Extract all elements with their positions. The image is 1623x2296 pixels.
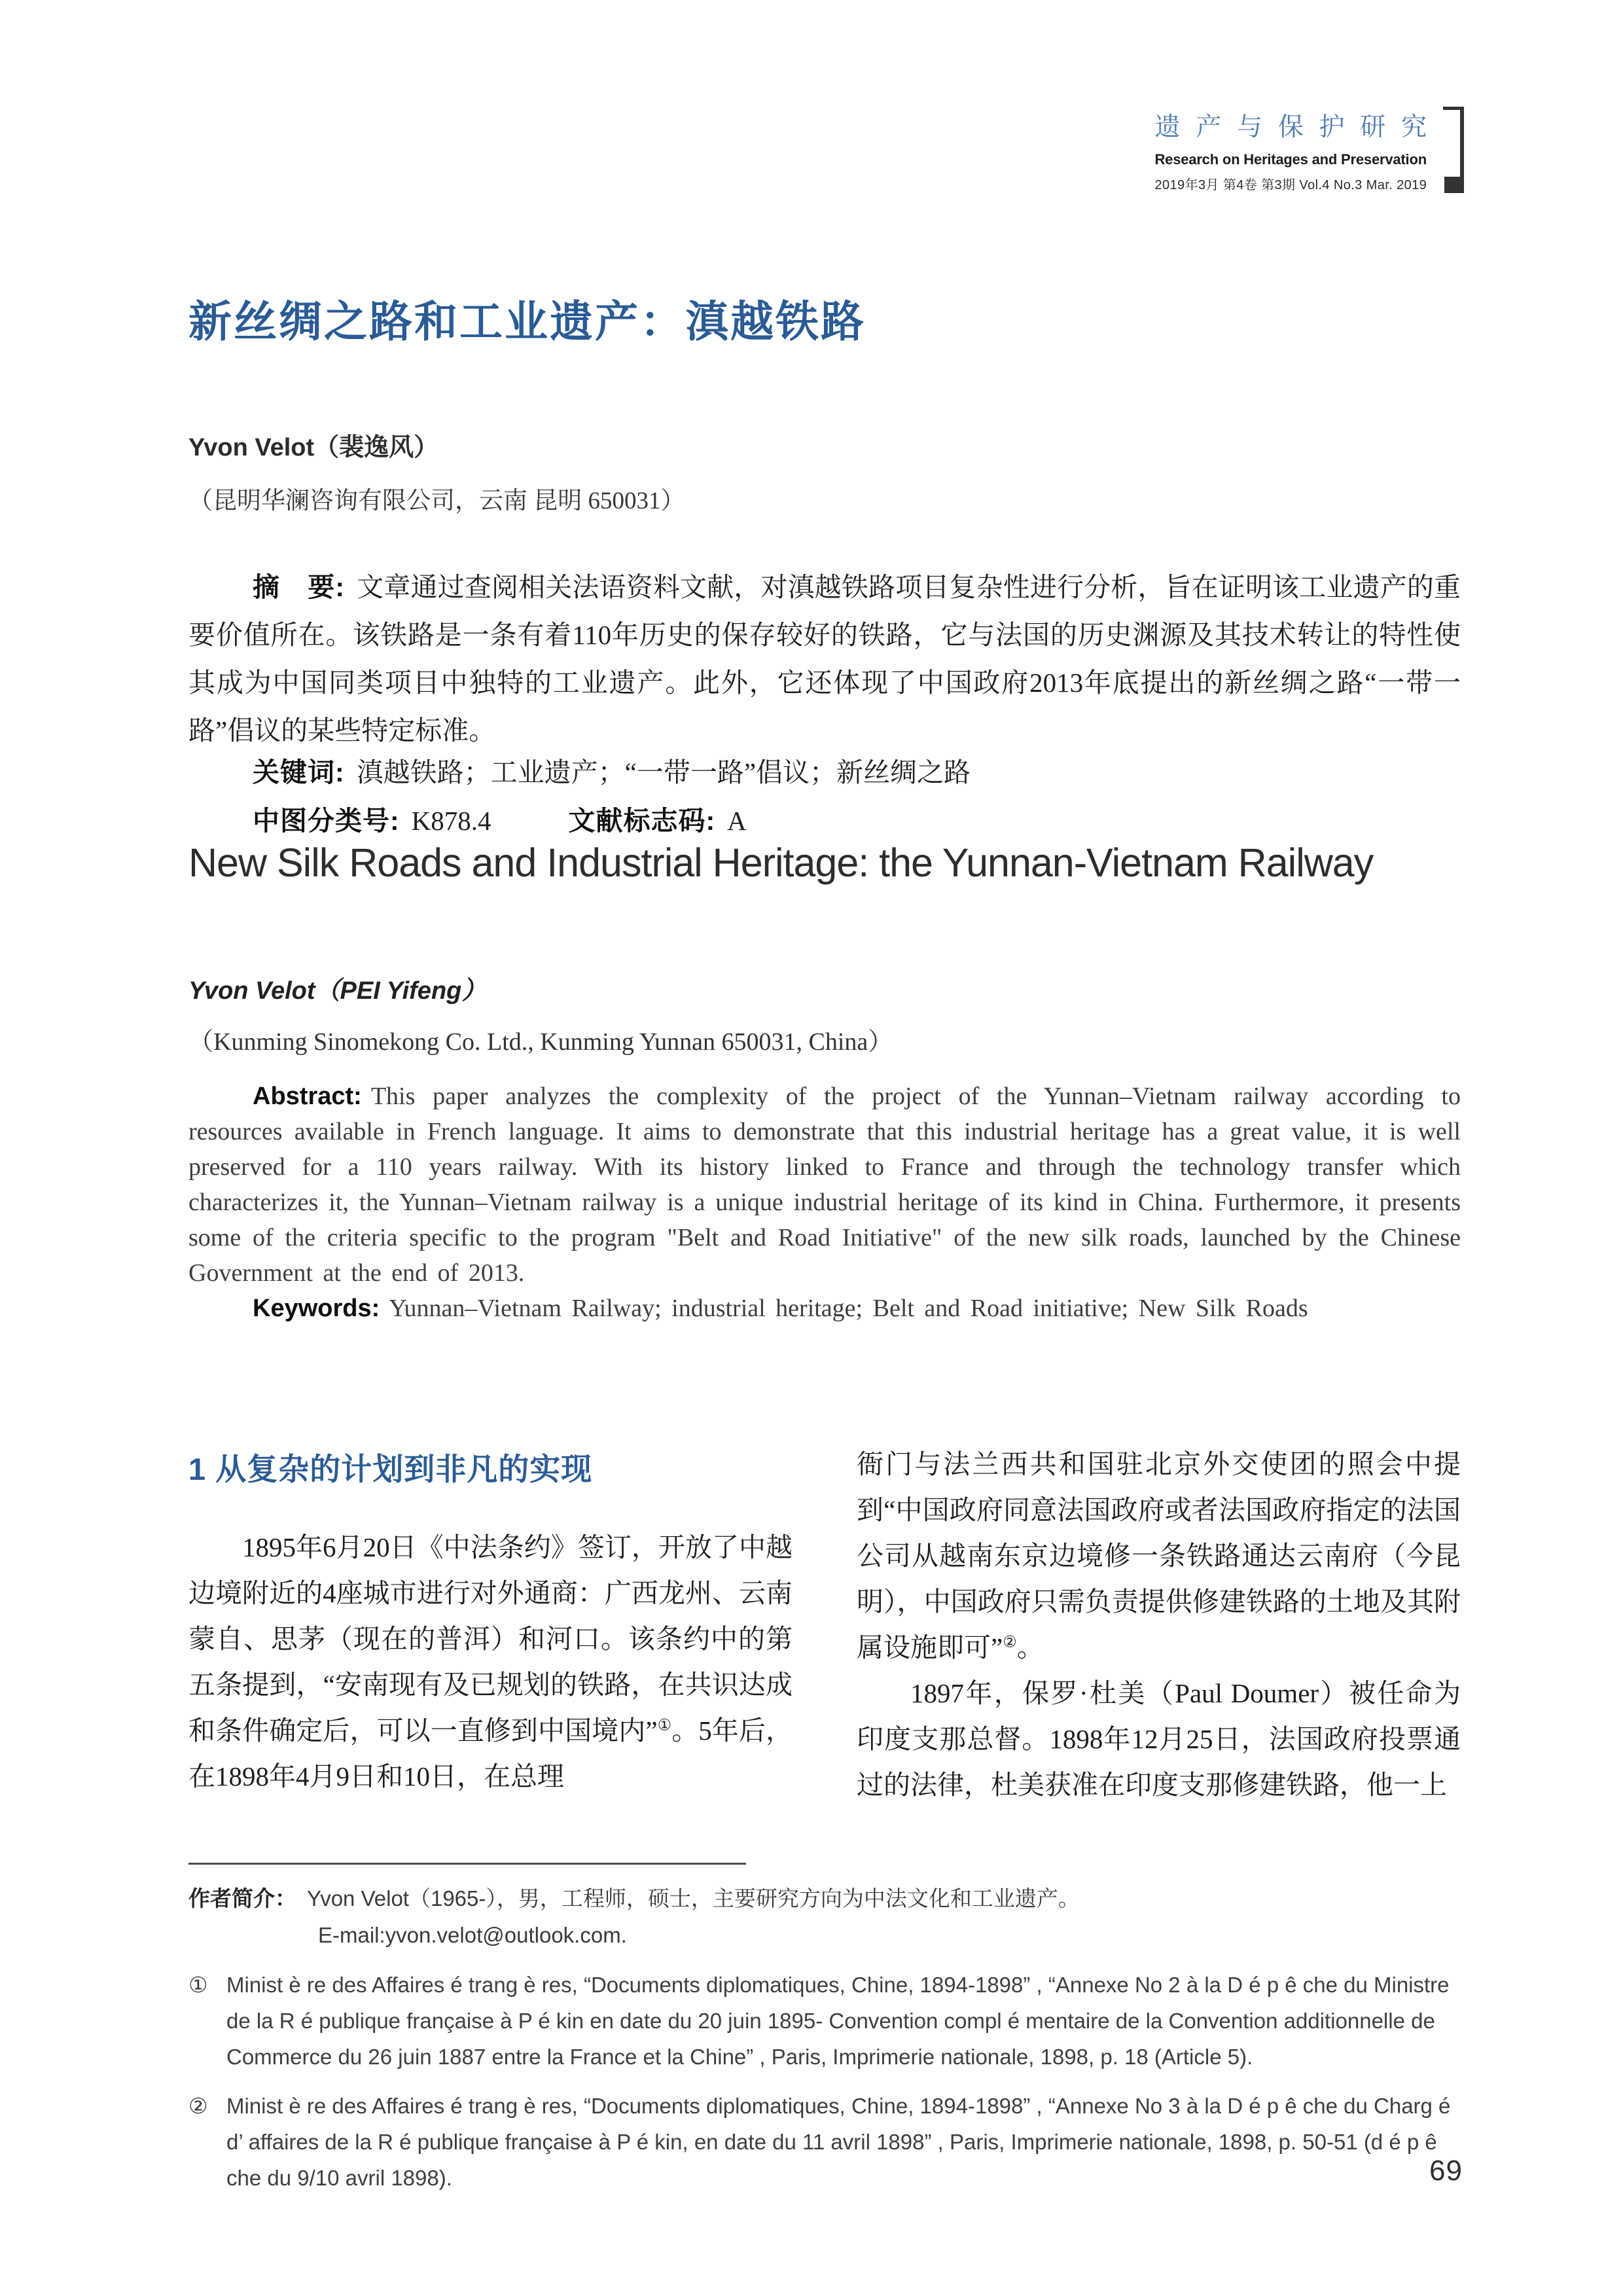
footnote-2-text: Minist è re des Affaires é trang è res, “Documents diplomatiques, Chine, 1894-1898” , “Annexe No 3 à la D é p ê che du Charg é d’ affaires de la R é publique française à P é kin, en date du 11 avril 1898” , Paris, Imprimerie nationale, 1898, p. 50-51 (d é p ê che du 9/10 avril 1898).	[226, 2094, 1451, 2190]
footnote-ref-2: ②	[1003, 1634, 1017, 1651]
english-abstract-block	[188, 1079, 1461, 1326]
clc-label: 中图分类号:	[253, 806, 400, 836]
keywords-text-en: Yunnan–Vietnam Railway; industrial heritage; Belt and Road initiative; New Silk Roads	[389, 1295, 1308, 1322]
abstract-text-cn: 文章通过查阅相关法语资料文献，对滇越铁路项目复杂性进行分析，旨在证明该工业遗产的重要价值所在。该铁路是一条有着110年历史的保存较好的铁路，它与法国的历史渊源及其技术转让的特性使其成为中国同类项目中独特的工业遗产。此外，它还体现了中国政府2013年底提出的新丝绸之路“一带一路”倡议的某些特定标准。	[188, 572, 1461, 745]
keywords-text-cn: 滇越铁路；工业遗产；“一带一路”倡议；新丝绸之路	[356, 757, 971, 787]
abstract-label-cn: 摘 要:	[253, 572, 346, 602]
keywords-en	[188, 1291, 1461, 1326]
author-name-cn: Yvon Velot（裴逸风）	[188, 434, 439, 461]
section-1-heading: 1 从复杂的计划到非凡的实现	[188, 1452, 593, 1486]
article-title-en: New Silk Roads and Industrial Heritage: the Yunnan-Vietnam Railway	[188, 840, 1374, 885]
paragraph-text: 。	[1016, 1632, 1044, 1662]
footnote-1-mark: ①	[188, 1973, 208, 1997]
author-name-en: Yvon Velot（PEI Yifeng）	[188, 977, 487, 1005]
journal-name-en: Research on Heritages and Preservation	[1154, 151, 1427, 168]
footnote-1-text: Minist è re des Affaires é trang è res, “Documents diplomatiques, Chine, 1894-1898” , “Annexe No 2 à la D é p ê che du Ministre de la R é publique française à P é kin en date du 20 juin 1895- Convention compl é mentaire de la Convention additionnelle de Commerce du 26 juin 1887 entre la France et la Chine” , Paris, Imprimerie nationale, 1898, p. 18 (Article 5).	[226, 1973, 1450, 2069]
paragraph	[188, 1524, 793, 1799]
author-bio-text: Yvon Velot（1965-），男，工程师，硕士，主要研究方向为中法文化和工业遗产。	[307, 1886, 1080, 1910]
journal-issue-info: 2019年3月 第4卷 第3期 Vol.4 No.3 Mar. 2019	[1154, 178, 1427, 192]
paragraph-text: 。5年后，在1898年4月9日和10日，在总理	[188, 1715, 793, 1791]
column-right	[857, 1441, 1461, 1808]
affiliation-cn: （昆明华澜咨询有限公司，云南 昆明 650031）	[188, 488, 685, 514]
footnote-divider	[188, 1863, 746, 1865]
body-columns	[188, 1441, 1461, 1808]
keywords-label-en: Keywords:	[253, 1295, 380, 1322]
abstract-label-en: Abstract:	[253, 1083, 362, 1110]
paragraph	[857, 1441, 1461, 1670]
affiliation-en: （Kunming Sinomekong Co. Ltd., Kunming Yunnan 650031, China）	[188, 1028, 893, 1056]
author-bio	[188, 1880, 1461, 1954]
footnote-1	[188, 1967, 1461, 2075]
clc-value: K878.4	[411, 806, 491, 836]
page-number: 69	[1429, 2155, 1463, 2187]
author-email: E-mail:yvon.velot@outlook.com.	[318, 1923, 627, 1947]
keywords-label-cn: 关键词:	[253, 757, 345, 787]
article-title-cn: 新丝绸之路和工业遗产：滇越铁路	[188, 297, 866, 346]
footnote-section	[188, 1863, 1461, 2196]
journal-header	[1154, 107, 1464, 193]
journal-name-cn: 遗 产 与 保 护 研 究	[1154, 113, 1431, 141]
footnote-2-mark: ②	[188, 2094, 208, 2118]
journal-bracket-icon	[1443, 107, 1464, 193]
doc-code-value: A	[727, 806, 747, 836]
abstract-en	[188, 1079, 1461, 1291]
journal-header-text	[1154, 107, 1431, 193]
footnote-ref-1: ①	[657, 1717, 672, 1734]
column-left	[188, 1441, 793, 1808]
paragraph-text: 1895年6月20日《中法条约》签订，开放了中越边境附近的4座城市进行对外通商：广西龙州、云南蒙自、思茅（现在的普洱）和河口。该条约中的第五条提到，“安南现有及已规划的铁路，在共识达成和条件确定后，可以一直修到中国境内”	[188, 1532, 793, 1746]
abstract-text-en: This paper analyzes the complexity of the project of the Yunnan–Vietnam railway according to resources available in French language. It aims to demonstrate that this industrial heritage has a great value, it is well preserved for a 110 years railway. With its history linked to France and through the technology transfer which characterizes it, the Yunnan–Vietnam railway is a unique industrial heritage of its kind in China. Furthermore, it presents some of the criteria specific to the program "Belt and Road Initiative" of the new silk roads, launched by the Chinese Government at the end of 2013.	[188, 1083, 1461, 1287]
author-bio-line	[188, 1880, 1461, 1917]
keywords-cn	[188, 751, 1461, 789]
paragraph: 1897年，保罗·杜美（Paul Doumer）被任命为印度支那总督。1898年12月25日，法国政府投票通过的法律，杜美获准在印度支那修建铁路，他一上	[857, 1678, 1461, 1800]
paragraph-text: 衙门与法兰西共和国驻北京外交使团的照会中提到“中国政府同意法国政府或者法国政府指定的法国公司从越南东京边境修一条铁路通达云南府（今昆明），中国政府只需负责提供修建铁路的土地及其附属设施即可”	[857, 1449, 1461, 1662]
doc-code-label: 文献标志码:	[568, 806, 716, 836]
footnote-2	[188, 2088, 1461, 2196]
abstract-cn	[188, 564, 1461, 755]
author-bio-label: 作者简介：	[188, 1886, 296, 1910]
